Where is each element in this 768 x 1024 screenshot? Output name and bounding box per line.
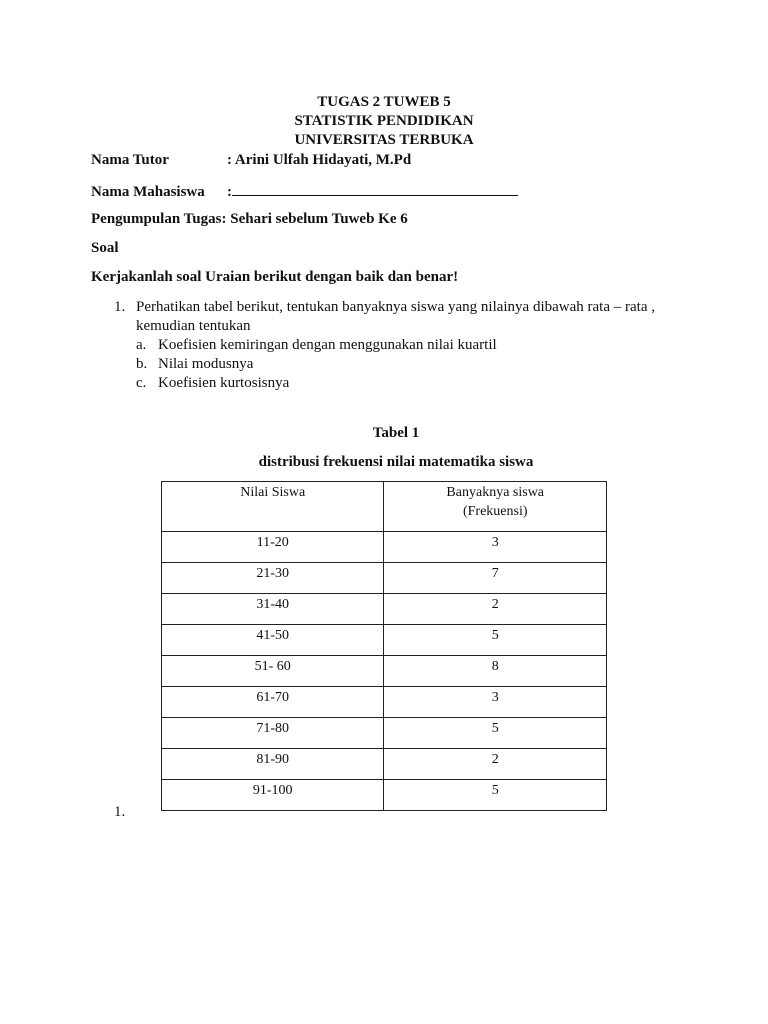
table-row [162, 656, 607, 687]
tutor-field [91, 151, 411, 169]
cell-nilai: 91-100 [162, 780, 384, 811]
soal-heading: Soal [91, 240, 119, 256]
table-caption: Tabel 1 [372, 425, 420, 441]
student-field [91, 180, 518, 201]
student-name-blank [232, 180, 518, 196]
cell-nilai: 61-70 [162, 687, 384, 718]
doc-title-line-2: STATISTIK PENDIDIKAN [294, 113, 474, 129]
cell-nilai: 71-80 [162, 718, 384, 749]
instruction-text: Kerjakanlah soal Uraian berikut dengan baik dan benar! [91, 269, 459, 285]
cell-frekuensi: 3 [384, 532, 607, 563]
subquestion-b-marker: b. [136, 356, 148, 372]
tutor-label: Nama Tutor [91, 152, 169, 168]
question-1-line-2: kemudian tentukan [136, 318, 251, 334]
student-colon: : [227, 184, 232, 200]
header-nilai-siswa: Nilai Siswa [162, 482, 384, 532]
header-frekuensi [384, 482, 607, 532]
subquestion-c-text: Koefisien kurtosisnya [158, 375, 290, 391]
table-row [162, 594, 607, 625]
cell-frekuensi: 7 [384, 563, 607, 594]
cell-nilai: 11-20 [162, 532, 384, 563]
cell-nilai: 51- 60 [162, 656, 384, 687]
cell-frekuensi: 5 [384, 718, 607, 749]
trailing-list-number: 1. [114, 804, 126, 820]
cell-frekuensi: 5 [384, 625, 607, 656]
subquestion-b-text: Nilai modusnya [158, 356, 254, 372]
subquestion-a-marker: a. [136, 337, 147, 353]
header-frekuensi-line-2: (Frekuensi) [462, 504, 528, 519]
question-1-number: 1. [114, 299, 126, 315]
tutor-value: : Arini Ulfah Hidayati, M.Pd [227, 152, 412, 168]
table-row [162, 532, 607, 563]
cell-frekuensi: 3 [384, 687, 607, 718]
cell-nilai: 81-90 [162, 749, 384, 780]
cell-frekuensi: 8 [384, 656, 607, 687]
subquestion-a-text: Koefisien kemiringan dengan menggunakan nilai kuartil [158, 337, 497, 353]
table-row [162, 718, 607, 749]
cell-frekuensi: 2 [384, 594, 607, 625]
table-row [162, 625, 607, 656]
header-frekuensi-line-1: Banyaknya siswa [446, 485, 545, 500]
subquestion-c-marker: c. [136, 375, 147, 391]
table-row [162, 687, 607, 718]
cell-frekuensi: 5 [384, 780, 607, 811]
table-row [162, 563, 607, 594]
student-label: Nama Mahasiswa [91, 184, 205, 200]
table-row [162, 749, 607, 780]
doc-title-line-3: UNIVERSITAS TERBUKA [294, 132, 474, 148]
cell-frekuensi: 2 [384, 749, 607, 780]
cell-nilai: 41-50 [162, 625, 384, 656]
doc-title-line-1: TUGAS 2 TUWEB 5 [317, 94, 451, 110]
table-header-row [162, 482, 607, 532]
table-subtitle: distribusi frekuensi nilai matematika siswa [258, 454, 534, 470]
frequency-table [161, 481, 607, 811]
table-row [162, 780, 607, 811]
question-1-line-1: Perhatikan tabel berikut, tentukan banyaknya siswa yang nilainya dibawah rata – rata , [136, 299, 655, 315]
cell-nilai: 31-40 [162, 594, 384, 625]
cell-nilai: 21-30 [162, 563, 384, 594]
submission-info: Pengumpulan Tugas: Sehari sebelum Tuweb Ke 6 [91, 211, 408, 227]
